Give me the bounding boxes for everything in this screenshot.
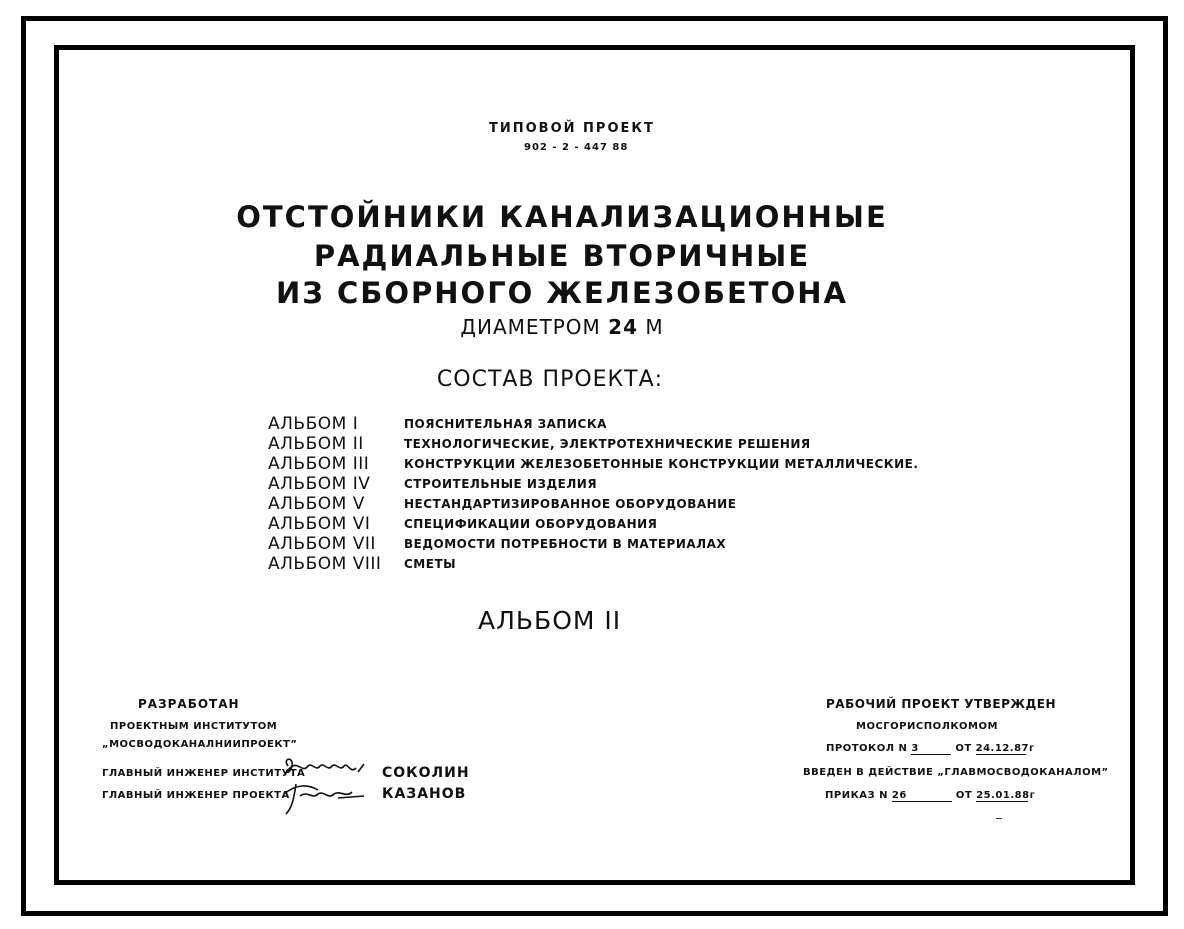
diameter-label: ДИАМЕТРОМ bbox=[460, 315, 601, 339]
diameter-line bbox=[0, 315, 1124, 339]
diameter-unit: М bbox=[645, 315, 664, 339]
order-number: 26 bbox=[892, 790, 952, 802]
album-name: АЛЬБОМ VI bbox=[268, 514, 371, 534]
protocol-label: ПРОТОКОЛ N bbox=[826, 743, 908, 754]
title-line-3: ИЗ СБОРНОГО ЖЕЛЕЗОБЕТОНА bbox=[276, 276, 848, 310]
album-name: АЛЬБОМ VII bbox=[268, 534, 376, 554]
title-line-2: РАДИАЛЬНЫЕ ВТОРИЧНЫЕ bbox=[313, 239, 811, 273]
diameter-value: 24 bbox=[608, 315, 638, 339]
protocol-line bbox=[826, 743, 1035, 755]
order-date: 25.01.88г bbox=[976, 790, 1036, 801]
signature-institute bbox=[286, 759, 364, 772]
order-label: ПРИКАЗ N bbox=[825, 790, 888, 801]
album-name: АЛЬБОМ VIII bbox=[268, 554, 382, 574]
chief-engineer-institute-name: СОКОЛИН bbox=[382, 765, 470, 781]
title-line-1: ОТСТОЙНИКИ КАНАЛИЗАЦИОННЫЕ bbox=[236, 200, 888, 234]
developed-heading: РАЗРАБОТАН bbox=[138, 697, 240, 711]
album-desc: СПЕЦИФИКАЦИИ ОБОРУДОВАНИЯ bbox=[404, 517, 658, 531]
chief-engineer-project-name: КАЗАНОВ bbox=[382, 786, 467, 802]
developed-by-line: ПРОЕКТНЫМ ИНСТИТУТОМ bbox=[110, 721, 278, 732]
album-name: АЛЬБОМ I bbox=[268, 414, 359, 434]
chief-engineer-institute-label: ГЛАВНЫЙ ИНЖЕНЕР ИНСТИТУТА bbox=[102, 768, 306, 779]
developed-institute: „МОСВОДОКАНАЛНИИПРОЕКТ” bbox=[102, 739, 298, 750]
album-desc: ПОЯСНИТЕЛЬНАЯ ЗАПИСКА bbox=[404, 417, 607, 431]
enacted-line: ВВЕДЕН В ДЕЙСТВИЕ „ГЛАВМОСВОДОКАНАЛОМ” bbox=[803, 767, 1109, 778]
approved-by: МОСГОРИСПОЛКОМОМ bbox=[856, 721, 998, 732]
protocol-number: 3 bbox=[911, 743, 951, 755]
order-date-label: ОТ bbox=[955, 790, 973, 801]
album-desc: НЕСТАНДАРТИЗИРОВАННОЕ ОБОРУДОВАНИЕ bbox=[404, 497, 737, 511]
album-desc: КОНСТРУКЦИИ ЖЕЛЕЗОБЕТОННЫЕ КОНСТРУКЦИИ МЕТАЛЛИЧЕСКИЕ. bbox=[404, 457, 919, 471]
album-desc: СМЕТЫ bbox=[404, 557, 457, 571]
composition-heading: СОСТАВ ПРОЕКТА: bbox=[436, 367, 664, 392]
album-name: АЛЬБОМ V bbox=[268, 494, 365, 514]
chief-engineer-project-label: ГЛАВНЫЙ ИНЖЕНЕР ПРОЕКТА bbox=[102, 790, 290, 801]
stray-mark bbox=[996, 818, 1002, 819]
signature-project bbox=[284, 784, 364, 814]
album-name: АЛЬБОМ IV bbox=[268, 474, 371, 494]
current-album: АЛЬБОМ II bbox=[478, 606, 622, 635]
album-desc: ВЕДОМОСТИ ПОТРЕБНОСТИ В МАТЕРИАЛАХ bbox=[404, 537, 727, 551]
signatures-image bbox=[278, 754, 374, 818]
approved-heading: РАБОЧИЙ ПРОЕКТ УТВЕРЖДЕН bbox=[826, 697, 1056, 711]
order-line bbox=[825, 790, 1036, 802]
album-name: АЛЬБОМ II bbox=[268, 434, 364, 454]
type-label: ТИПОВОЙ ПРОЕКТ bbox=[489, 121, 655, 136]
album-desc: СТРОИТЕЛЬНЫЕ ИЗДЕЛИЯ bbox=[404, 477, 598, 491]
album-name: АЛЬБОМ III bbox=[268, 454, 370, 474]
project-code: 902 - 2 - 447 88 bbox=[524, 142, 629, 153]
protocol-date: 24.12.87г bbox=[975, 743, 1035, 754]
protocol-date-label: ОТ bbox=[955, 743, 972, 754]
album-desc: ТЕХНОЛОГИЧЕСКИЕ, ЭЛЕКТРОТЕХНИЧЕСКИЕ РЕШЕНИЯ bbox=[404, 437, 811, 451]
